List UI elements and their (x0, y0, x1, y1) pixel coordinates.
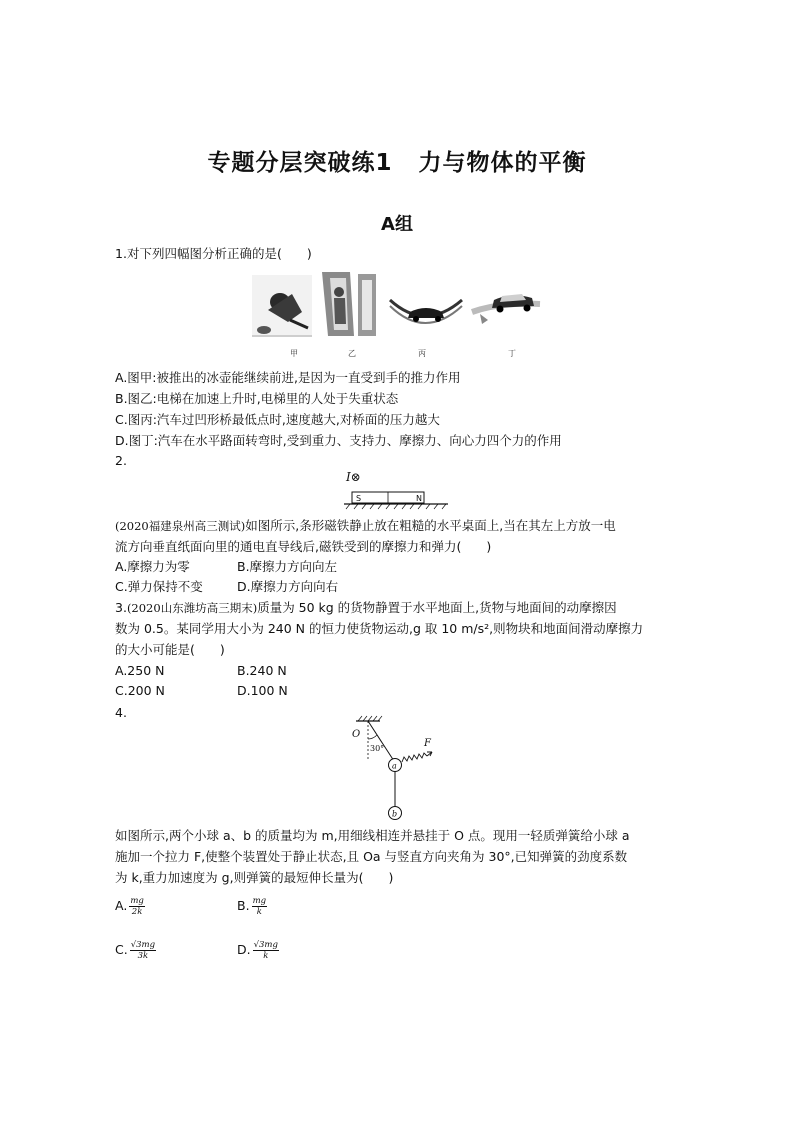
q2-stem-line1 (115, 517, 616, 535)
q2-s-pole: S (356, 494, 362, 503)
q4-option-b-numerator: mg (252, 896, 267, 906)
q1-option-b: B.图乙:电梯在加速上升时,电梯里的人处于失重状态 (115, 391, 399, 406)
q3-number: 3. (115, 600, 127, 615)
concave-bridge-picture (390, 300, 462, 323)
q3-source: (2020山东潍坊高三期末) (126, 601, 258, 615)
q4-option-b-label: B. (237, 898, 250, 913)
q3-stem-line3: 的大小可能是( ) (115, 642, 225, 657)
q2-option-a: A.摩擦力为零 (115, 559, 190, 574)
q3-option-b: B.240 N (237, 663, 287, 678)
q1-option-c: C.图丙:汽车过凹形桥最低点时,速度越大,对桥面的压力越大 (115, 412, 440, 427)
q4-option-d-denominator: k (263, 951, 269, 961)
q3-stem-line2: 数为 0.5。某同学用大小为 240 N 的恒力使货物运动,g 取 10 m/s²,则物块和地面间滑动摩擦力 (115, 621, 644, 636)
q4-option-c-denominator: 3k (137, 951, 149, 961)
page-title (0, 144, 794, 177)
q3-stem-line1 (115, 599, 617, 617)
q4-option-b-denominator: k (256, 907, 262, 917)
q4-option-c-numerator: √3mg (130, 940, 156, 950)
q4-options-row1 (115, 896, 267, 917)
q1-option-a: A.图甲:被推出的冰壶能继续前进,是因为一直受到手的推力作用 (115, 370, 461, 385)
q2-n-pole: N (416, 494, 422, 503)
q4-option-a-denominator: 2k (131, 907, 143, 917)
q2-stem-line2: 流方向垂直纸面向里的通电直导线后,磁铁受到的摩擦力和弹力( ) (115, 539, 492, 554)
q4-number: 4. (115, 705, 127, 720)
q3-stem-part1: 质量为 50 kg 的货物静置于水平地面上,货物与地面间的动摩擦因 (257, 600, 617, 615)
title-part1: 专题分层突破练1 (207, 150, 393, 176)
q2-magnet-figure (340, 468, 455, 512)
q4-stem-line1: 如图所示,两个小球 a、b 的质量均为 m,用细线相连并悬挂于 O 点。现用一轻质弹簧给小球 a (115, 828, 630, 843)
title-part2: 力与物体的平衡 (418, 150, 587, 176)
q3-options-row2 (115, 682, 288, 700)
q2-stem-part1: 如图所示,条形磁铁静止放在粗糙的水平桌面上,当在其左上方放一电 (245, 518, 616, 533)
q2-number: 2. (115, 453, 127, 468)
q4-option-d (237, 940, 279, 961)
q1-caption-yi: 乙 (348, 349, 356, 358)
q3-option-a: A.250 N (115, 663, 165, 678)
q2-option-c: C.弹力保持不变 (115, 579, 203, 594)
curling-picture (252, 275, 312, 337)
string-oa (368, 721, 394, 761)
q4-option-a-fraction (129, 896, 145, 917)
q2-options-row1 (115, 558, 338, 576)
q4-option-d-fraction (253, 940, 279, 961)
q4-stem-line3: 为 k,重力加速度为 g,则弹簧的最短伸长量为( ) (115, 870, 394, 885)
q1-caption-jia: 甲 (290, 349, 298, 358)
q4-option-d-numerator: √3mg (253, 940, 278, 950)
group-heading: A组 (381, 214, 413, 235)
q4-stem-line2: 施加一个拉力 F,使整个装置处于静止状态,且 Oa 与竖直方向夹角为 30°,已知弹簧的劲度系数 (115, 849, 628, 864)
q1-caption-bing: 丙 (418, 349, 426, 358)
q2-option-b: B.摩擦力方向向左 (237, 559, 338, 574)
spring (402, 753, 427, 762)
q4-options-row2 (115, 940, 278, 961)
q4-pendulum-figure (330, 715, 440, 823)
q4-option-a-numerator: mg (130, 896, 144, 906)
q1-stem-line (115, 245, 312, 263)
q4-o-label: O (352, 729, 361, 740)
q4-option-b (237, 896, 267, 917)
q2-option-d: D.摩擦力方向向右 (237, 579, 339, 594)
q3-options-row1 (115, 662, 287, 680)
q3-option-d: D.100 N (237, 683, 288, 698)
q4-option-b-fraction (252, 896, 268, 917)
q1-caption-ding: 丁 (508, 349, 516, 358)
q2-current-label: I⊗ (346, 470, 361, 484)
q1-option-d: D.图丁:汽车在水平路面转弯时,受到重力、支持力、摩擦力、向心力四个力的作用 (115, 433, 562, 448)
q1-number: 1. (115, 246, 127, 261)
q3-option-c: C.200 N (115, 683, 165, 698)
turning-car-picture (472, 294, 540, 324)
q4-a-label: a (392, 761, 397, 771)
q1-stem: 对下列四幅图分析正确的是( ) (126, 246, 312, 261)
q2-options-row2 (115, 578, 339, 596)
q4-f-label: F (424, 738, 431, 749)
q4-option-c-label: C. (115, 942, 128, 957)
q4-option-a-label: A. (115, 898, 128, 913)
elevator-picture (322, 272, 376, 336)
q4-option-d-label: D. (237, 942, 251, 957)
q4-b-label: b (392, 809, 398, 819)
q4-angle-label: 30° (370, 744, 385, 753)
q4-option-c-fraction (130, 940, 156, 961)
q2-source: (2020福建泉州高三测试) (115, 519, 246, 533)
